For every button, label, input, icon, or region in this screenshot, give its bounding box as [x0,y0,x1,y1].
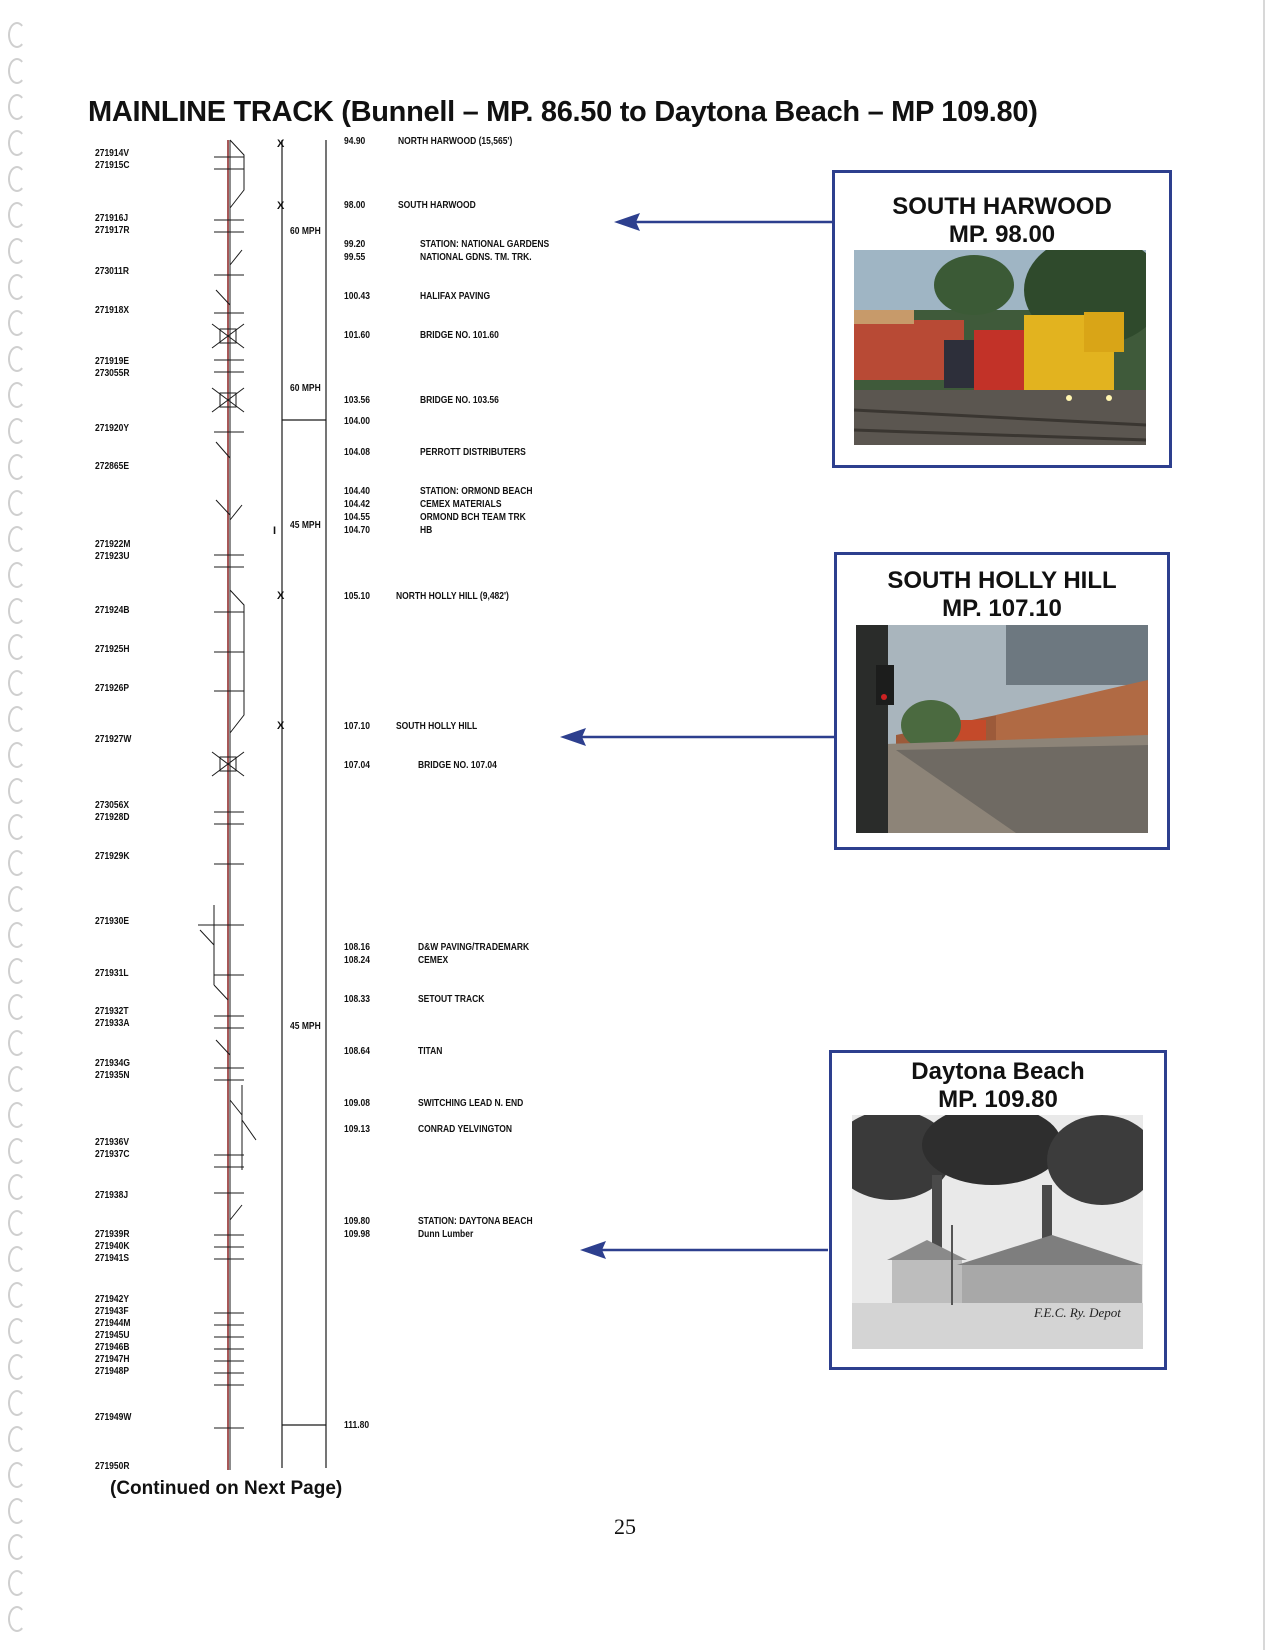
crossing-id: 271948P [95,1366,130,1377]
crossing-marker: X [277,138,285,150]
crossing-id-group [95,851,130,863]
crossing-id: 271942Y [95,1294,130,1305]
crossing-id: 271945U [95,1330,130,1341]
crossing-id-group [95,1294,130,1378]
milepost-description: Dunn Lumber [418,1229,474,1240]
crossing-id-group [95,1461,130,1473]
crossing-id: 271929K [95,851,130,862]
crossing-id: 273056X [95,800,130,811]
milepost-description: CEMEX MATERIALS [420,499,502,510]
photo-callout-south-holly-hill [834,552,1170,850]
speed-limit-label: 45 MPH [290,1021,321,1032]
crossing-marker: X [277,200,285,212]
speed-limit-label: 60 MPH [290,383,321,394]
milepost: 101.60 [344,330,371,341]
milepost-description: STATION: NATIONAL GARDENS [420,239,550,250]
milepost: 105.10 [344,591,371,602]
page-number: 25 [614,1514,636,1539]
milepost: 109.13 [344,1124,371,1135]
crossing-id: 271940K [95,1241,130,1252]
milepost-description: HB [420,525,433,536]
milepost-description: ORMOND BCH TEAM TRK [420,512,526,523]
crossing-id: 271946B [95,1342,130,1353]
milepost-description: PERROTT DISTRIBUTERS [420,447,526,458]
crossing-id-group [95,916,129,928]
speed-limit-label: 60 MPH [290,226,321,237]
milepost: 99.55 [344,252,366,263]
crossing-id-group [95,1006,130,1030]
milepost-description: SOUTH HOLLY HILL [396,721,478,732]
photo-title: SOUTH HARWOOD [892,193,1112,220]
photo-title: Daytona Beach [911,1058,1085,1085]
crossing-id-group [95,423,129,435]
crossing-id: 271928D [95,812,130,823]
crossing-id: 271943F [95,1306,129,1317]
crossing-id: 271939R [95,1229,130,1240]
crossing-id-group [95,800,130,824]
milepost: 103.56 [344,395,371,406]
crossing-id-group [95,1190,128,1202]
crossing-id: 271950R [95,1461,130,1472]
crossing-id: 272865E [95,461,130,472]
photo-milepost: MP. 109.80 [938,1086,1058,1113]
milepost-description: SETOUT TRACK [418,994,485,1005]
milepost-description: CEMEX [418,955,449,966]
crossing-id: 271923U [95,551,130,562]
photo-callout-south-harwood [832,170,1172,468]
crossing-id: 271925H [95,644,130,655]
crossing-id: 271934G [95,1058,130,1069]
crossing-id-group [95,356,130,380]
photo-caption: F.E.C. Ry. Depot [1034,1305,1121,1320]
crossing-id: 271924B [95,605,130,616]
milepost-description: NORTH HARWOOD (15,565') [398,136,513,147]
milepost-description: HALIFAX PAVING [420,291,491,302]
milepost-description: TITAN [418,1046,443,1057]
milepost: 107.10 [344,721,371,732]
crossing-id: 271930E [95,916,130,927]
crossing-id: 271944M [95,1318,131,1329]
crossing-id: 271917R [95,225,130,236]
milepost: 104.08 [344,447,371,458]
milepost-description: NATIONAL GDNS. TM. TRK. [420,252,532,263]
milepost: 104.42 [344,499,371,510]
milepost: 109.80 [344,1216,371,1227]
photo-milepost: MP. 107.10 [942,595,1062,622]
historic-depot-photo [852,1115,1143,1349]
crossing-id: 271915C [95,160,130,171]
crossing-id-group [95,148,130,172]
milepost: 108.64 [344,1046,371,1057]
milepost-description: SWITCHING LEAD N. END [418,1098,524,1109]
milepost-description: D&W PAVING/TRADEMARK [418,942,530,953]
crossing-marker: I [273,525,277,537]
milepost: 104.40 [344,486,371,497]
crossing-id-group [95,683,129,695]
milepost: 104.70 [344,525,371,536]
crossing-id-group [95,734,131,746]
crossing-id: 271916J [95,213,129,224]
milepost: 107.04 [344,760,371,771]
crossing-id: 271935N [95,1070,130,1081]
milepost-description: NORTH HOLLY HILL (9,482') [396,591,509,602]
milepost: 108.16 [344,942,371,953]
crossing-id-group [95,539,130,563]
crossing-id: 271919E [95,356,130,367]
crossing-id: 271926P [95,683,130,694]
milepost: 111.80 [344,1420,370,1431]
crossing-id: 271920Y [95,423,130,434]
milepost: 108.33 [344,994,371,1005]
crossing-id-group [95,1058,130,1082]
speed-limit-label: 45 MPH [290,520,321,531]
milepost: 109.08 [344,1098,371,1109]
page-title: MAINLINE TRACK (Bunnell – MP. 86.50 to Daytona Beach – MP 109.80) [88,96,1038,128]
crossing-id: 271937C [95,1149,130,1160]
crossing-id: 271927W [95,734,132,745]
milepost: 98.00 [344,200,366,211]
crossing-id-group [95,644,130,656]
milepost-description: CONRAD YELVINGTON [418,1124,512,1135]
crossing-id: 273055R [95,368,130,379]
milepost-description: STATION: DAYTONA BEACH [418,1216,533,1227]
crossing-id-group [95,266,129,278]
crossing-id: 271918X [95,305,130,316]
milepost: 104.55 [344,512,371,523]
crossing-id: 271922M [95,539,131,550]
crossing-id-group [95,1229,130,1265]
crossing-id: 271914V [95,148,130,159]
crossing-id: 271941S [95,1253,130,1264]
photo-title: SOUTH HOLLY HILL [887,567,1117,594]
milepost: 100.43 [344,291,371,302]
milepost: 99.20 [344,239,366,250]
crossing-id: 271947H [95,1354,130,1365]
milepost: 108.24 [344,955,371,966]
crossing-id: 271931L [95,968,129,979]
milepost-description: BRIDGE NO. 107.04 [418,760,497,771]
crossing-id: 271949W [95,1412,132,1423]
crossing-id: 271933A [95,1018,130,1029]
milepost: 109.98 [344,1229,371,1240]
crossing-id: 271936V [95,1137,130,1148]
crossing-id: 271932T [95,1006,129,1017]
milepost: 104.00 [344,416,371,427]
crossing-id-group [95,1412,131,1424]
freight-train-photo [856,625,1148,833]
crossing-id-group [95,605,130,617]
continued-note: (Continued on Next Page) [110,1478,343,1499]
crossing-id-group [95,968,129,980]
crossing-marker: X [277,720,285,732]
photo-milepost: MP. 98.00 [948,221,1056,248]
milepost-description: BRIDGE NO. 103.56 [420,395,499,406]
crossing-id-group [95,305,129,317]
milepost-description: BRIDGE NO. 101.60 [420,330,499,341]
photo-callout-daytona-beach [829,1050,1167,1370]
milepost-description: SOUTH HARWOOD [398,200,476,211]
crossing-id-group [95,1137,130,1161]
crossing-id-group [95,461,129,473]
locomotive-photo [854,250,1146,445]
crossing-id: 273011R [95,266,130,277]
crossing-marker: X [277,590,285,602]
milepost-description: STATION: ORMOND BEACH [420,486,533,497]
milepost: 94.90 [344,136,366,147]
crossing-id: 271938J [95,1190,129,1201]
crossing-id-group [95,213,130,237]
